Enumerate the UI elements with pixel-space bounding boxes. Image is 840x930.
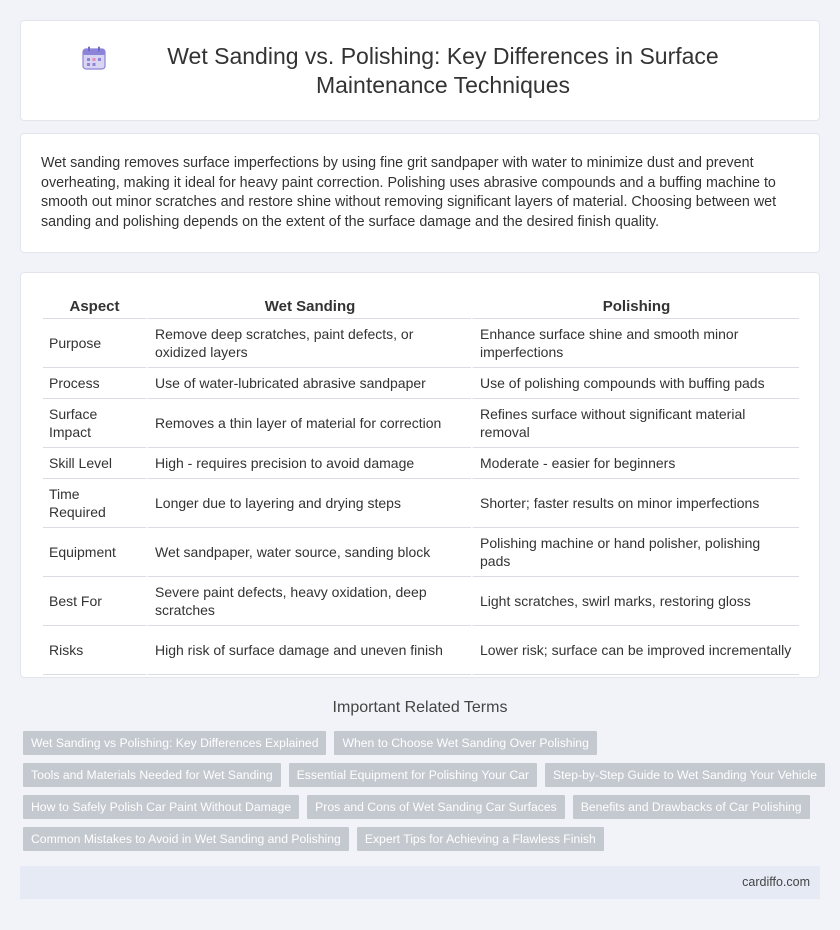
table-cell-polishing: Enhance surface shine and smooth minor imperfections <box>471 319 799 368</box>
table-row <box>43 479 799 528</box>
table-row <box>43 448 799 479</box>
related-term-tag[interactable]: Wet Sanding vs Polishing: Key Differences Explained <box>23 731 326 755</box>
tag-row <box>23 795 823 819</box>
table-cell-polishing: Light scratches, swirl marks, restoring gloss <box>471 577 799 626</box>
related-term-tag[interactable]: Tools and Materials Needed for Wet Sanding <box>23 763 281 787</box>
comparison-table <box>43 295 799 675</box>
table-cell-wet-sanding: Use of water-lubricated abrasive sandpaper <box>146 368 471 399</box>
table-header-row <box>43 295 799 319</box>
table-cell-polishing: Lower risk; surface can be improved incrementally <box>471 626 799 675</box>
comparison-table-card <box>20 272 820 678</box>
related-term-tag[interactable]: When to Choose Wet Sanding Over Polishing <box>334 731 596 755</box>
table-cell-polishing: Polishing machine or hand polisher, polishing pads <box>471 528 799 577</box>
page-title: Wet Sanding vs. Polishing: Key Differences in Surface Maintenance Techniques <box>167 42 719 98</box>
footer <box>20 866 820 899</box>
table-cell-aspect: Process <box>43 368 146 399</box>
table-cell-wet-sanding: Remove deep scratches, paint defects, or oxidized layers <box>146 319 471 368</box>
calendar-icon <box>81 45 107 71</box>
table-row <box>43 528 799 577</box>
related-term-tag[interactable]: Common Mistakes to Avoid in Wet Sanding and Polishing <box>23 827 349 851</box>
table-row <box>43 399 799 448</box>
related-term-tag[interactable]: Expert Tips for Achieving a Flawless Finish <box>357 827 604 851</box>
related-term-tag[interactable]: How to Safely Polish Car Paint Without Damage <box>23 795 299 819</box>
intro-text: Wet sanding removes surface imperfections by using fine grit sandpaper with water to minimize dust and prevent overheating, making it ideal for heavy paint correction. Polishing uses abrasive compounds and a buffing machine to smooth out minor scratches and restore shine without removing significant layers of material. Choosing between wet sanding and polishing depends on the extent of the surface damage and the desired finish quality. <box>41 155 777 230</box>
intro-card <box>20 133 820 253</box>
table-cell-polishing: Shorter; faster results on minor imperfections <box>471 479 799 528</box>
table-cell-aspect: Time Required <box>43 479 146 528</box>
related-term-tag[interactable]: Pros and Cons of Wet Sanding Car Surfaces <box>307 795 565 819</box>
column-header-polishing: Polishing <box>471 295 799 319</box>
table-cell-aspect: Equipment <box>43 528 146 577</box>
table-cell-wet-sanding: Removes a thin layer of material for correction <box>146 399 471 448</box>
related-term-tag[interactable]: Essential Equipment for Polishing Your Car <box>289 763 537 787</box>
table-cell-aspect: Best For <box>43 577 146 626</box>
table-row <box>43 319 799 368</box>
table-cell-aspect: Risks <box>43 626 146 675</box>
table-cell-aspect: Purpose <box>43 319 146 368</box>
table-cell-wet-sanding: Severe paint defects, heavy oxidation, deep scratches <box>146 577 471 626</box>
table-cell-polishing: Moderate - easier for beginners <box>471 448 799 479</box>
column-header-wet-sanding: Wet Sanding <box>146 295 471 319</box>
tag-row <box>23 731 823 755</box>
footer-site-link[interactable]: cardiffo.com <box>742 875 810 889</box>
tag-row <box>23 827 823 851</box>
related-terms-title: Important Related Terms <box>332 699 508 716</box>
table-row <box>43 368 799 399</box>
column-header-aspect: Aspect <box>43 295 146 319</box>
related-terms-list <box>23 731 823 859</box>
table-cell-wet-sanding: High risk of surface damage and uneven finish <box>146 626 471 675</box>
related-term-tag[interactable]: Step-by-Step Guide to Wet Sanding Your Vehicle <box>545 763 825 787</box>
table-cell-aspect: Skill Level <box>43 448 146 479</box>
table-cell-aspect: Surface Impact <box>43 399 146 448</box>
table-row <box>43 577 799 626</box>
table-cell-wet-sanding: Longer due to layering and drying steps <box>146 479 471 528</box>
tag-row <box>23 763 823 787</box>
related-term-tag[interactable]: Benefits and Drawbacks of Car Polishing <box>573 795 810 819</box>
table-cell-polishing: Use of polishing compounds with buffing pads <box>471 368 799 399</box>
table-cell-wet-sanding: High - requires precision to avoid damage <box>146 448 471 479</box>
header-card <box>20 20 820 121</box>
table-cell-wet-sanding: Wet sandpaper, water source, sanding block <box>146 528 471 577</box>
table-row <box>43 626 799 675</box>
table-cell-polishing: Refines surface without significant material removal <box>471 399 799 448</box>
